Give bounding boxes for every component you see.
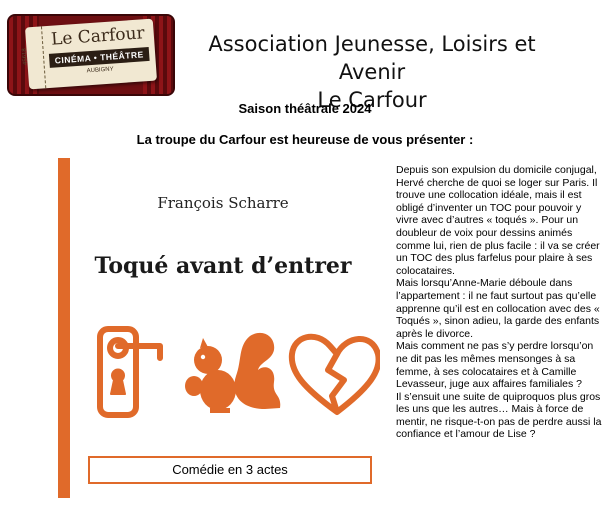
- logo-subtitle: CINÉMA • THÉÂTRE: [49, 47, 150, 68]
- poster-icons: [90, 324, 380, 424]
- play-poster: [58, 158, 376, 498]
- synopsis-paragraph: Depuis son expulsion du domicile conjugal, Hervé cherche de quoi se loger sur Paris. Il trouve une collocation idéale, mais il est obligé d’inventer un TOC pour pouvoir y vivre avec d’autres « toqués ». Pour un doubleur de voix pour dessins animés comme lui, rien de plus facile : il va se créer un TOC des plus farfelus pour plaire à ses colocataires.: [396, 164, 600, 277]
- logo-ticket: [21, 19, 157, 90]
- ticket-stub: [21, 26, 46, 89]
- synopsis-paragraph: Il s’ensuit une suite de quiproquos plus gros les uns que les autres… Mais à force de mentir, ne risque-t-on pas de perdre aussi la confiance et l’amour de Lise ?: [396, 390, 602, 441]
- ticket-stub-number: 45618: [21, 48, 29, 66]
- synopsis-paragraph: Mais comment ne pas s’y perdre lorsqu’on ne dit pas les mêmes mensonges à sa femme, à ses colocataires et à Camille Levasseur, juge aux affaires familiales ?: [396, 340, 594, 391]
- association-venue: Le Carfour: [317, 88, 427, 112]
- intro-heading: La troupe du Carfour est heureuse de vous présenter :: [136, 132, 474, 147]
- season-heading: Saison théâtrale 2024: [238, 101, 372, 116]
- squirrel-icon: [185, 333, 280, 413]
- broken-heart-icon: [292, 337, 379, 412]
- logo-name: Le Carfour: [50, 23, 146, 50]
- play-title: Toqué avant d’entrer: [94, 253, 352, 279]
- door-handle-icon: [100, 329, 160, 415]
- play-author: François Scharre: [157, 194, 289, 212]
- logo-town: AUBIGNY: [86, 66, 114, 75]
- synopsis-paragraph: Mais lorsqu’Anne-Marie déboule dans l’appartement : il ne faut surtout pas qu’elle apprenne qu’il est en collocation avec des « Toqués », sinon adieu, la garde des enfants après le divorce.: [396, 277, 600, 340]
- play-genre: Comédie en 3 actes: [88, 456, 372, 484]
- association-name: Association Jeunesse, Loisirs et Avenir: [208, 32, 536, 84]
- synopsis: [396, 164, 602, 441]
- theater-logo: [9, 16, 173, 94]
